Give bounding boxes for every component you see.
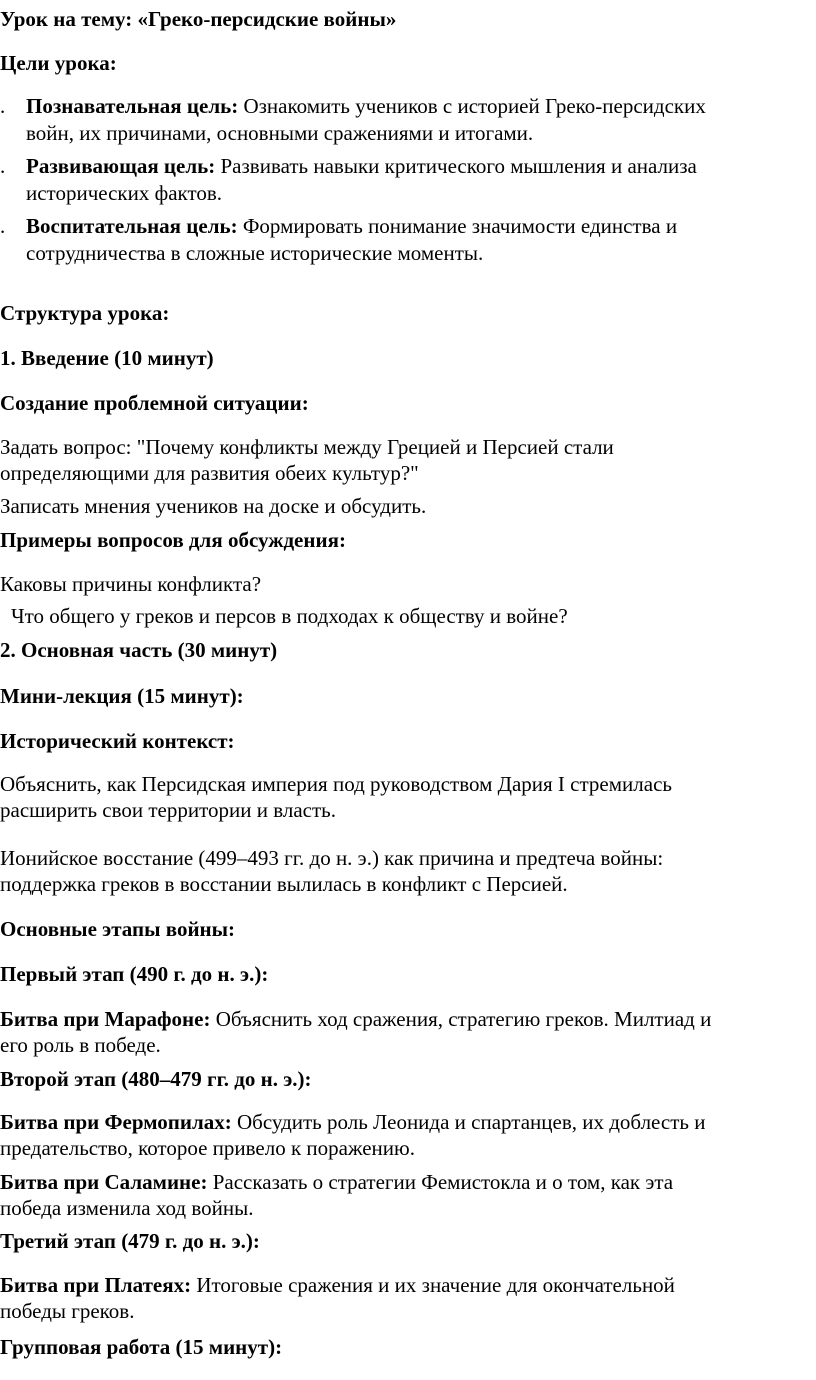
problem-task: Записать мнения учеников на доске и обсудить. [0,494,427,518]
bullet-marker: . [0,214,6,238]
battle-text-cont: победы греков. [0,1299,135,1323]
battle-thermopylae [0,1109,705,1135]
minilecture-heading: Мини-лекция (15 минут): [0,684,244,708]
battle-text: Объяснить ход сражения, стратегию греков. Милтиад и [210,1007,712,1031]
goals-heading: Цели урока: [0,51,117,75]
context-paragraph: Ионийское восстание (499–493 гг. до н. э.) как причина и предтеча войны: [0,846,664,870]
battle-label: Битва при Марафоне: [0,1007,211,1031]
battle-text: Обсудить роль Леонида и спартанцев, их доблесть и [231,1110,706,1134]
battle-text-cont: его роль в победе. [0,1033,161,1057]
problem-question: Задать вопрос: "Почему конфликты между Грецией и Персией стали [0,435,614,459]
problem-question-cont: определяющими для развития обеих культур?" [0,461,419,485]
context-paragraph-cont: расширить свои территории и власть. [0,798,336,822]
battle-label: Битва при Саламине: [0,1170,208,1194]
stage3-heading: Третий этап (479 г. до н. э.): [0,1229,260,1253]
battle-text-cont: предательство, которое привело к поражению. [0,1136,415,1160]
battle-label: Битва при Платеях: [0,1273,192,1297]
battle-salamis [0,1169,673,1195]
stage1-heading: Первый этап (490 г. до н. э.): [0,962,269,986]
intro-heading: 1. Введение (10 минут) [0,346,214,370]
context-heading: Исторический контекст: [0,729,235,753]
battle-text: Рассказать о стратегии Фемистокла и о том, как эта [207,1170,674,1194]
bullet-marker: . [0,94,6,118]
context-paragraph: Объяснить, как Персидская империя под руководством Дария I стремилась [0,772,672,796]
stages-heading: Основные этапы войны: [0,917,236,941]
goal-text: Формировать понимание значимости единства и [237,214,678,238]
battle-label: Битва при Фермопилах: [0,1110,232,1134]
goal-educational [26,213,677,239]
problem-heading: Создание проблемной ситуации: [0,391,309,415]
battle-text-cont: победа изменила ход войны. [0,1196,254,1220]
goal-cognitive [26,93,706,119]
goal-developmental [26,153,697,179]
goal-text-cont: сотрудничества в сложные исторические моменты. [26,241,484,265]
example-question: Каковы причины конфликта? [0,572,262,596]
bullet-marker: . [0,154,6,178]
example-question: Что общего у греков и персов в подходах к обществу и войне? [11,604,568,628]
battle-text: Итоговые сражения и их значение для окончательной [191,1273,675,1297]
examples-heading: Примеры вопросов для обсуждения: [0,528,346,552]
context-paragraph-cont: поддержка греков в восстании вылилась в конфликт с Персией. [0,872,568,896]
goal-text-cont: исторических фактов. [26,181,223,205]
battle-plataea [0,1272,675,1298]
group-work-heading: Групповая работа (15 минут): [0,1335,283,1359]
lesson-title: Урок на тему: «Греко-персидские войны» [0,7,397,31]
goal-text-cont: войн, их причинами, основными сражениями и итогами. [26,121,534,145]
battle-marathon [0,1006,711,1032]
main-part-heading: 2. Основная часть (30 минут) [0,638,278,662]
goal-label: Развивающая цель: [26,154,216,178]
goal-label: Воспитательная цель: [26,214,238,238]
goal-label: Познавательная цель: [26,94,239,118]
stage2-heading: Второй этап (480–479 гг. до н. э.): [0,1067,312,1091]
goal-text: Ознакомить учеников с историей Греко-персидских [238,94,706,118]
structure-heading: Структура урока: [0,301,170,325]
goal-text: Развивать навыки критического мышления и анализа [215,154,697,178]
